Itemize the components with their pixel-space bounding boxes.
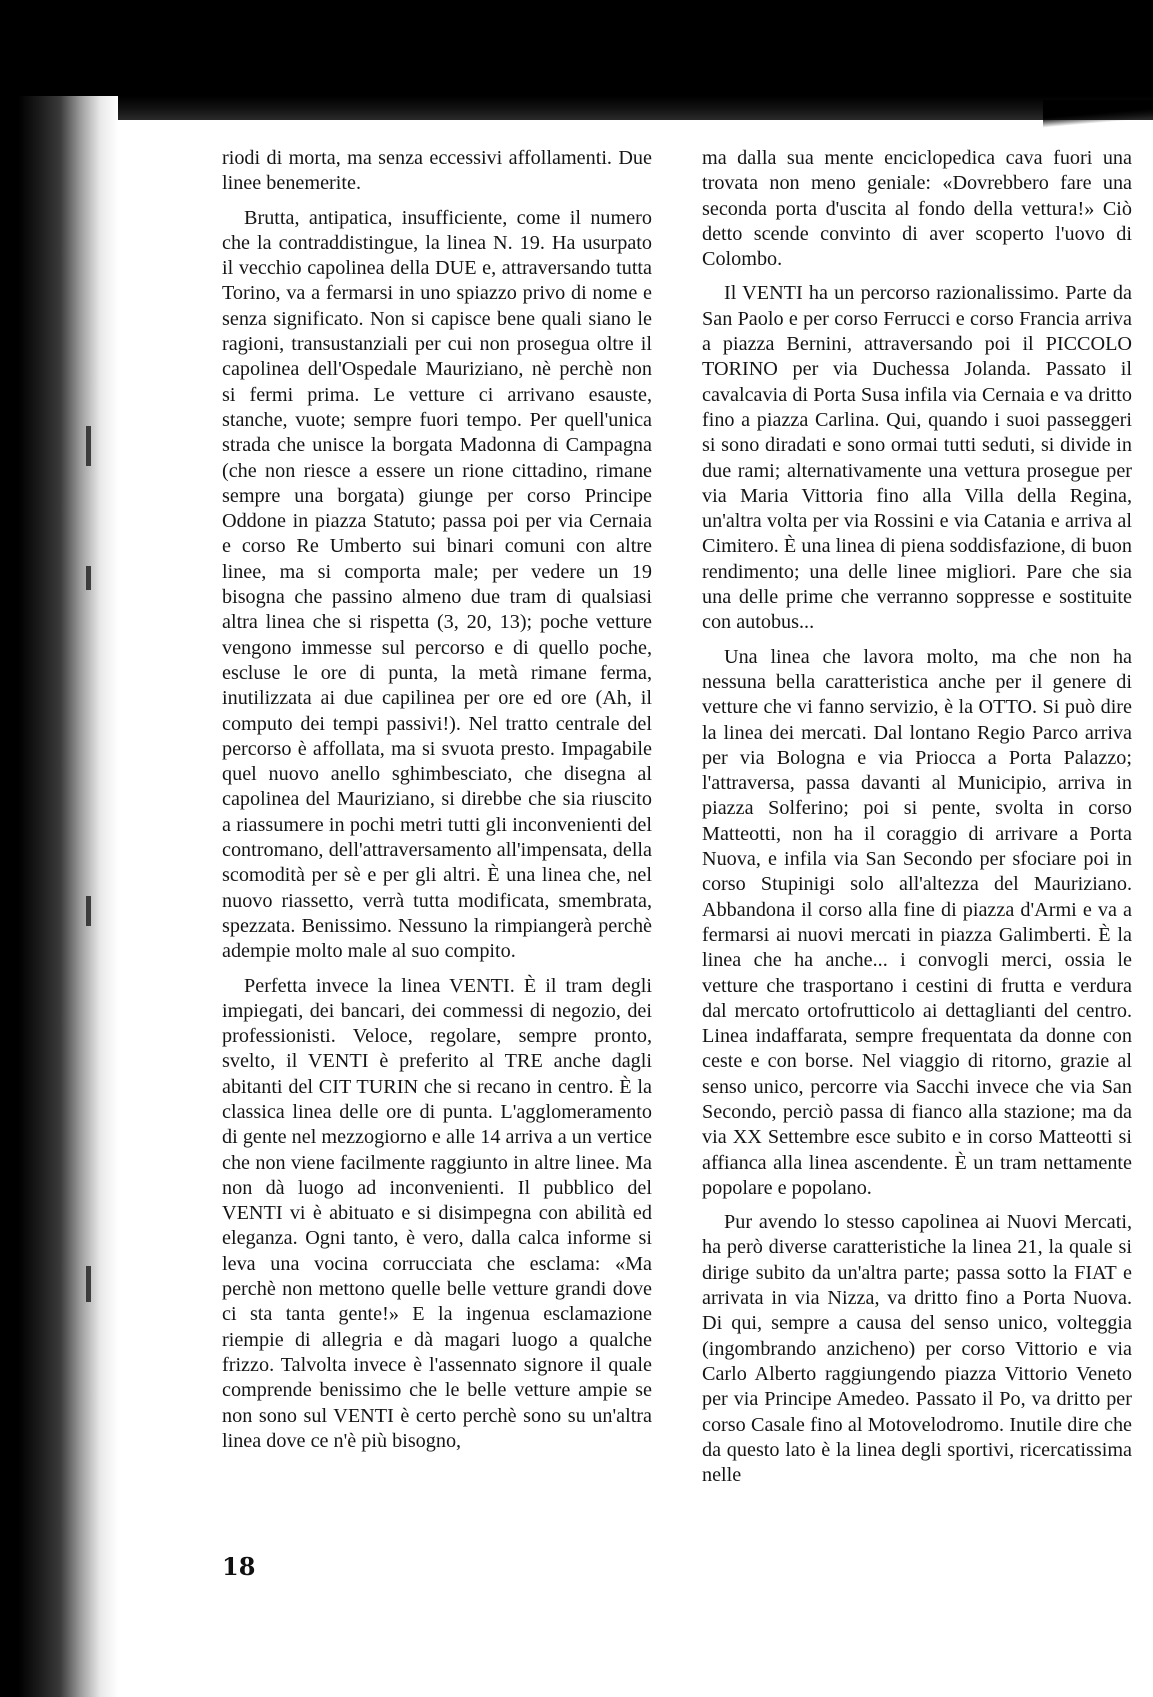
paragraph: riodi di morta, ma senza eccessivi affollamenti. Due linee benemerite.: [222, 147, 652, 195]
binding-mark: [86, 426, 91, 466]
text-column-right: [702, 146, 1132, 1488]
binding-mark: [86, 566, 91, 590]
paragraph: Perfetta invece la linea VENTI. È il tram degli impiegati, dei bancari, dei commessi di negozio, dei professionisti. Veloce, regolare, sempre pronto, svelto, il VENTI è preferito al TRE anche dagli abitanti del CIT TURIN che si recano in centro. È la classica linea delle ore di punta. L'agglomeramento di gente nel mezzogiorno e alle 14 arriva a un vertice che non viene facilmente raggiunto in altre linee. Ma non dà luogo ad inconvenienti. Il pubblico del VENTI vi è abituato e si disimpegna con abilità ed eleganza. Ogni tanto, è vero, dalla calca informe si leva una vocina corrucciata che esclama: «Ma perchè non mettono quelle belle vetture grandi dove ci sta tanta gente!» E la ingenua esclamazione riempie di allegria e dà magari luogo a qualche frizzo. Talvolta invece è l'assennato signore il quale comprende benissimo che le belle vetture ampie se non sono sul VENTI è certo perchè sono su un'altra linea dove ce n'è più bisogno,: [222, 974, 652, 1452]
text-column-left: [222, 146, 652, 1454]
paragraph: Pur avendo lo stesso capolinea ai Nuovi Mercati, ha però diverse caratteristiche la linea 21, la quale si dirige subito da un'altra parte; passa sotto la FIAT e arrivata in via Nizza, va dritto fino a Porta Nuova. Di qui, sempre a causa del senso unico, volteggia (ingombrando anzicheno) per corso Vittorio e via Carlo Alberto raggiungendo piazza Vittorio Veneto per via Principe Amedeo. Passato il Po, va dritto per corso Casale fino al Motovelodromo. Inutile dire che da questo lato è la linea degli sportivi, ricercatissima nelle: [702, 1211, 1132, 1487]
scan-top-border: [0, 0, 1153, 120]
scan-left-border: [0, 96, 118, 1697]
binding-mark: [86, 896, 91, 926]
paragraph: ma dalla sua mente enciclopedica cava fuori una trovata non meno geniale: «Dovrebbero fare una seconda porta d'uscita al fondo della vettura!» Ciò detto scende convinto di aver scoperto l'uovo di Colombo.: [702, 147, 1132, 271]
paragraph: Il VENTI ha un percorso razionalissimo. Parte da San Paolo e per corso Ferrucci e corso Francia arriva a piazza Bernini, attraversando poi il PICCOLO TORINO per via Duchessa Jolanda. Passato il cavalcavia di Porta Susa infila via Cernaia e va dritto fino a piazza Carlina. Qui, quando i suoi passeggeri si sono diradati e sono ormai tutti seduti, si divide in due rami; alternativamente una vettura prosegue per via Maria Vittoria fino alla Villa della Regina, un'altra volta per via Rossini e via Catania e arriva al Cimitero. È una linea di piena soddisfazione, di buon rendimento; una delle linee migliori. Pare che sia una delle prime che verranno soppresse e sostituite con autobus...: [702, 282, 1132, 634]
paragraph: Una linea che lavora molto, ma che non ha nessuna bella caratteristica anche per il genere di vetture che vi fanno servizio, è la OTTO. Si può dire la linea dei mercati. Dal lontano Regio Parco arriva per via Bologna e via Priocca a Porta Palazzo; l'attraversa, passa davanti al Municipio, arriva in piazza Solferino; poi si pente, svolta in corso Matteotti, non ha il coraggio di arrivare a Porta Nuova, e infila via San Secondo per sfociare poi in corso Stupinigi solo all'altezza del Mauriziano. Abbandona il corso alla fine di piazza d'Armi e va a fermarsi ai nuovi mercati in piazza Galimberti. È la linea che ha anche... i convogli merci, ossia le vetture che trasportano i cestini di frutta e verdura dal mercato ortofrutticolo ai dettaglianti del centro. Linea indaffarata, sempre frequentata da donne con ceste e con borse. Nel viaggio di ritorno, grazie al senso unico, percorre via Sacchi invece che via San Secondo, perciò passa di fianco alla stazione; ma da via XX Settembre esce subito e in corso Matteotti si affianca alla linea ascendente. È un tram nettamente popolare e popolano.: [702, 645, 1132, 1199]
page-number: 18: [222, 1552, 256, 1581]
binding-mark: [86, 1266, 91, 1302]
scan-page-curl: [1043, 100, 1153, 130]
paragraph: Brutta, antipatica, insufficiente, come il numero che la contraddistingue, la linea N. 19. Ha usurpato il vecchio capolinea della DUE e, attraversando tutta Torino, va a fermarsi in uno spiazzo privo di nome e senza significato. Non si capisce bene quali siano le ragioni, transustanziali per cui non prosegua oltre il capolinea dell'Ospedale Mauriziano, nè perchè non si fermi prima. Le vetture ci arrivano esauste, stanche, vuote; sempre fuori tempo. Per quell'unica strada che unisce la borgata Madonna di Campagna (che non riesce a essere un rione cittadino, rimane sempre una borgata) giunge per corso Principe Oddone in piazza Statuto; passa poi per via Cernaia e corso Re Umberto sui binari comuni con altre linee, ma si comporta male; per vedere un 19 bisogna che passino almeno due tram di qualsiasi altra linea che si rispetta (3, 20, 13); poche vetture vengono immesse sul percorso e di quello poche, escluse le ore di punta, la metà rimane ferma, inutilizzata ai due capilinea per ore ed ore (Ah, il computo dei tempi passivi!). Nel tratto centrale del percorso è affollata, ma si svuota presto. Impagabile quel nuovo anello sghimbesciato, che disegna al capolinea del Mauriziano, si direbbe che sia riuscito a riassumere in pochi metri tutti gli inconvenienti del contromano, dell'attraversamento all'impensata, della scomodità per sè e per gli altri. È una linea che, nel nuovo riassetto, verrà tutta modificata, smembrata, spezzata. Benissimo. Nessuno la rimpiangerà perchè adempie molto male al suo compito.: [222, 206, 652, 963]
